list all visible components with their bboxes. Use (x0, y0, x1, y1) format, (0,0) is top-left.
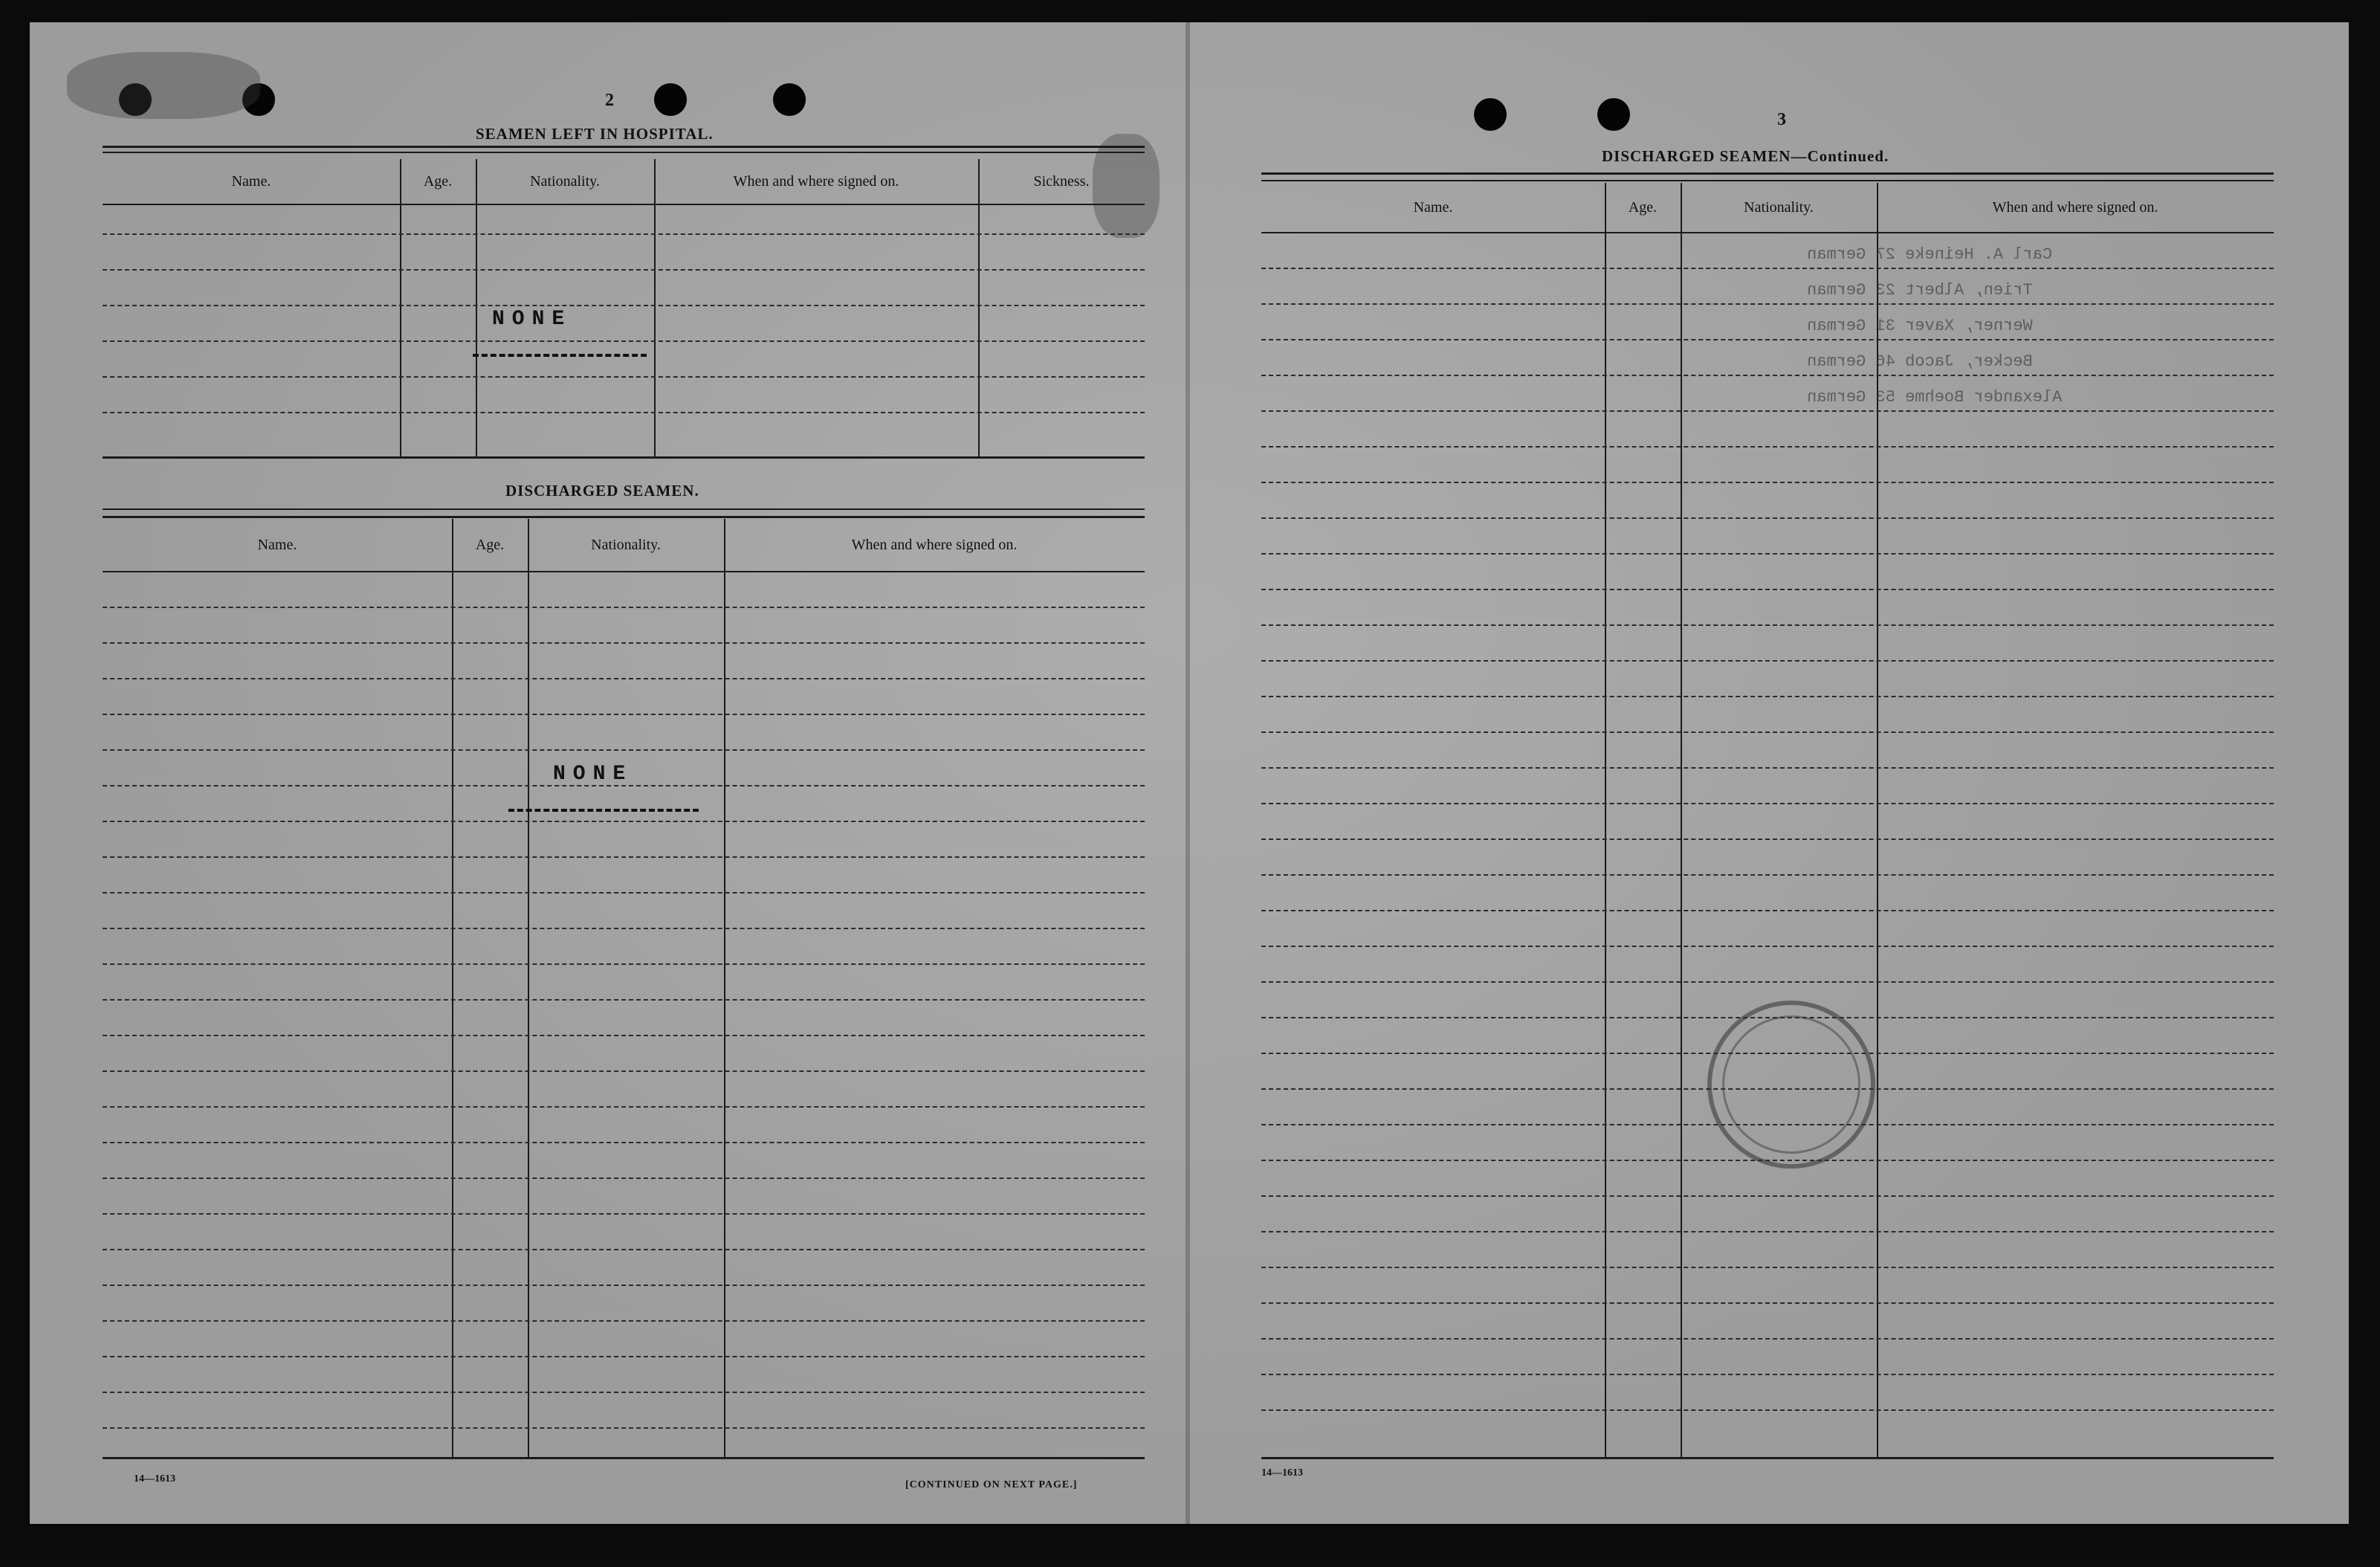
table-row-line (1261, 553, 2274, 555)
column-header-name: Name. (257, 537, 297, 553)
section-rule (1261, 1457, 2274, 1459)
table-row-line (103, 963, 1145, 965)
column-header-age: Age. (475, 537, 505, 553)
table-row-line (1261, 624, 2274, 626)
column-header-nationality: Nationality. (1744, 199, 1814, 216)
continued-note: [CONTINUED ON NEXT PAGE.] (905, 1479, 1078, 1490)
table-row-line (1261, 1231, 2274, 1232)
table-row-line (103, 1320, 1145, 1322)
section-rule (1261, 172, 2274, 175)
section-rule (103, 152, 1145, 153)
table-row-line (103, 821, 1145, 822)
table-row-line (1261, 874, 2274, 876)
torn-edge-mark (67, 52, 260, 119)
table-row-line (103, 340, 1145, 342)
hospital-section-title: SEAMEN LEFT IN HOSPITAL. (476, 125, 714, 143)
table-row-line (103, 892, 1145, 894)
typed-none-hospital: NONE (492, 308, 572, 331)
table-row-line (1261, 517, 2274, 519)
discharged-table-header (103, 519, 1145, 572)
table-row-line (1261, 803, 2274, 804)
section-rule (1261, 180, 2274, 181)
column-header-age: Age. (1628, 199, 1658, 216)
table-row-line (1261, 1338, 2274, 1340)
page-number: 3 (1777, 110, 1786, 129)
bleed-through-line: Becker, Jacob 46 German (1807, 352, 2033, 371)
column-divider (452, 519, 453, 1457)
table-row-line (103, 1142, 1145, 1143)
form-code: 14—1613 (1261, 1467, 1303, 1479)
hospital-table (103, 159, 1145, 456)
circular-stamp (1707, 1001, 1875, 1169)
table-row-line (103, 607, 1145, 608)
table-row-line (1261, 268, 2274, 269)
typed-underline (508, 809, 699, 812)
table-row-line (1261, 981, 2274, 983)
table-row-line (1261, 410, 2274, 412)
table-row-line (1261, 1267, 2274, 1268)
table-row-line (1261, 446, 2274, 448)
table-row-line (1261, 731, 2274, 733)
table-row-line (1261, 1409, 2274, 1411)
table-row-line (103, 928, 1145, 929)
section-rule (103, 1457, 1145, 1459)
table-row-line (103, 749, 1145, 751)
table-header (1261, 183, 2274, 233)
table-row-line (103, 376, 1145, 378)
table-row-line (1261, 1302, 2274, 1304)
section-rule (103, 508, 1145, 510)
bleed-through-line: Trien, Albert 23 German (1807, 281, 2033, 300)
table-row-line (1261, 910, 2274, 911)
table-row-line (103, 269, 1145, 271)
table-row-line (1261, 339, 2274, 340)
column-header-name: Name. (231, 173, 271, 190)
table-row-line (103, 1249, 1145, 1250)
right-page (1190, 22, 2349, 1524)
column-header-signed-on: When and where signed on. (1992, 199, 2159, 216)
form-code: 14—1613 (134, 1473, 175, 1484)
table-row-line (103, 1035, 1145, 1036)
punch-hole (1474, 98, 1507, 131)
left-page (30, 22, 1186, 1524)
table-row-line (1261, 482, 2274, 483)
table-row-line (103, 233, 1145, 235)
discharged-continued-title: DISCHARGED SEAMEN—Continued. (1602, 147, 1889, 165)
section-rule (103, 456, 1145, 459)
punch-hole (654, 83, 687, 116)
table-row-line (103, 1213, 1145, 1215)
table-row-line (1261, 839, 2274, 840)
section-rule (103, 146, 1145, 148)
column-divider (528, 519, 529, 1457)
column-header-nationality: Nationality. (530, 173, 600, 190)
table-row-line (103, 1106, 1145, 1108)
discharged-continued-table (1261, 183, 2274, 1457)
section-rule (103, 516, 1145, 518)
table-row-line (103, 856, 1145, 858)
punch-hole (1597, 98, 1630, 131)
table-row-line (103, 305, 1145, 306)
column-header-age: Age. (423, 173, 453, 190)
typed-underline (473, 354, 647, 357)
hospital-table-header (103, 159, 1145, 205)
table-row-line (1261, 375, 2274, 376)
column-header-name: Name. (1413, 199, 1453, 216)
table-row-line (1261, 589, 2274, 590)
table-row-line (103, 1285, 1145, 1286)
column-header-sickness: Sickness. (1033, 173, 1090, 190)
table-row-line (103, 1427, 1145, 1429)
table-row-line (1261, 660, 2274, 662)
table-row-line (103, 642, 1145, 644)
table-row-line (1261, 1195, 2274, 1197)
column-divider (724, 519, 725, 1457)
table-row-line (1261, 696, 2274, 697)
discharged-section-title: DISCHARGED SEAMEN. (505, 482, 699, 500)
page-number: 2 (605, 91, 614, 110)
bleed-through-line: Werner, Xaver 31 German (1807, 317, 2033, 335)
table-row-line (103, 412, 1145, 413)
bleed-through-line: Alexander Boehme 53 German (1807, 388, 2063, 407)
table-row-line (1261, 1374, 2274, 1375)
punch-hole (773, 83, 806, 116)
table-row-line (103, 999, 1145, 1001)
table-row-line (1261, 946, 2274, 947)
table-row-line (1261, 303, 2274, 305)
table-row-line (1261, 767, 2274, 769)
table-row-line (103, 1070, 1145, 1072)
table-row-line (103, 1356, 1145, 1357)
table-row-line (103, 1392, 1145, 1393)
column-header-signed-on: When and where signed on. (851, 537, 1018, 553)
table-row-line (103, 714, 1145, 715)
bleed-through-line: Carl A. Heineke 27 German (1807, 245, 2053, 264)
stamp-inner-ring (1722, 1015, 1860, 1154)
column-header-signed-on: When and where signed on. (733, 173, 899, 190)
table-row-line (103, 678, 1145, 679)
column-header-nationality: Nationality. (591, 537, 661, 553)
typed-none-discharged: NONE (553, 763, 633, 786)
table-row-line (103, 1177, 1145, 1179)
discharged-table (103, 519, 1145, 1457)
